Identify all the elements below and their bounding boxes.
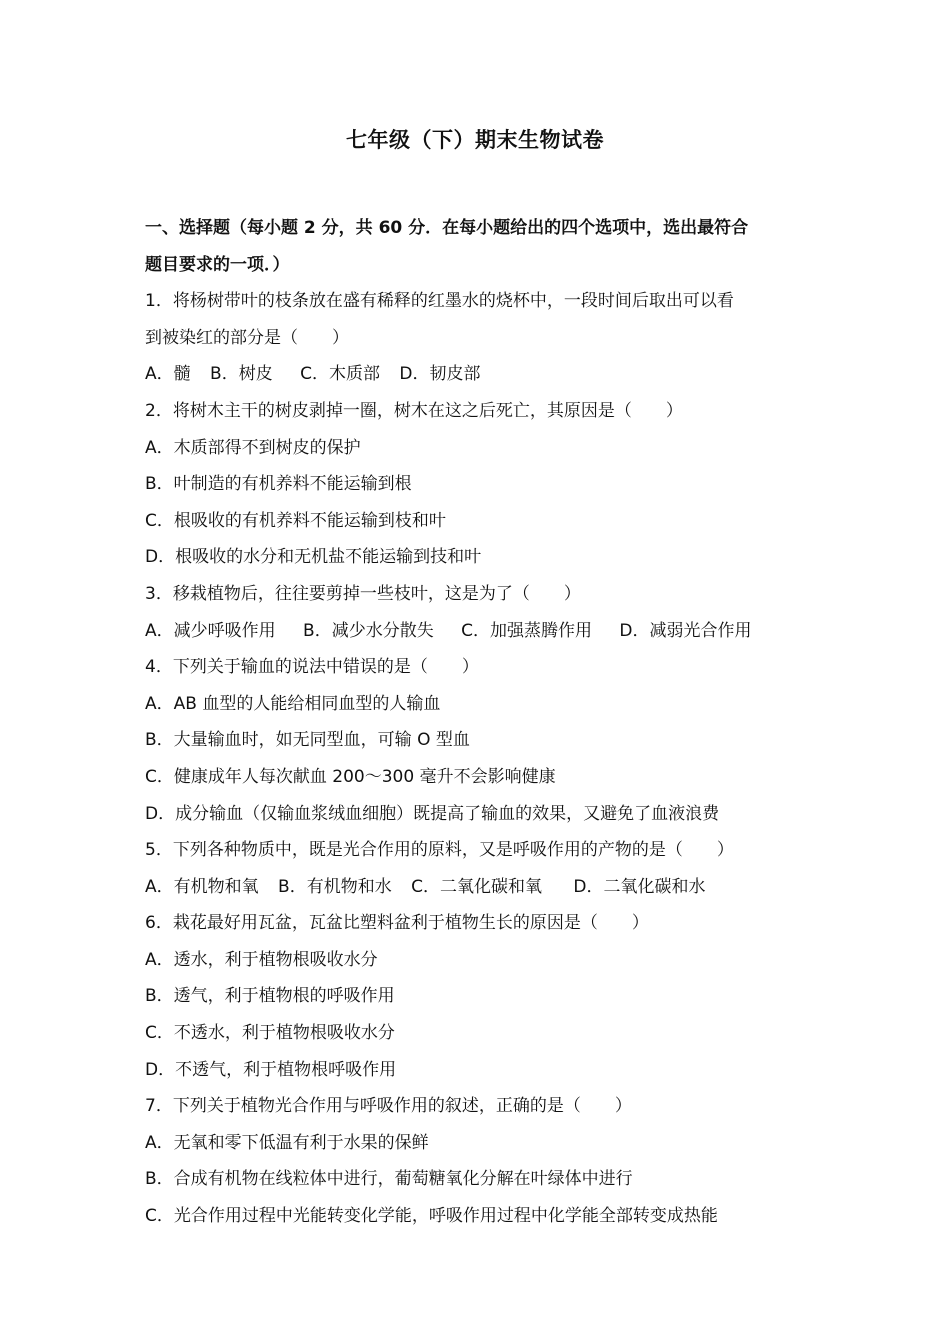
question-1-option-b: B．树皮 [210, 364, 273, 385]
question-1-stem-line-2: 到被染红的部分是（ ） [145, 327, 349, 348]
question-7-stem: 7．下列关于植物光合作用与呼吸作用的叙述，正确的是（ ） [145, 1096, 632, 1117]
question-6-option-d: D．不透气，利于植物根呼吸作用 [145, 1059, 397, 1080]
question-5-option-b: B．有机物和水 [278, 876, 392, 897]
question-3-option-a: A．减少呼吸作用 [145, 620, 276, 641]
question-3-option-d: D．减弱光合作用 [619, 620, 752, 641]
question-6-option-c: C．不透水，利于植物根吸收水分 [145, 1023, 395, 1044]
question-7-option-b: B．合成有机物在线粒体中进行，葡萄糖氧化分解在叶绿体中进行 [145, 1169, 633, 1190]
question-1-stem-line-1: 1．将杨树带叶的枝条放在盛有稀释的红墨水的烧杯中，一段时间后取出可以看 [145, 291, 734, 312]
question-2-option-c: C．根吸收的有机养料不能运输到枝和叶 [145, 510, 446, 531]
section-heading-line-1: 一、选择题（每小题 2 分，共 60 分．在每小题给出的四个选项中，选出最符合 [145, 218, 749, 238]
question-4-option-b: B．大量输血时，如无同型血，可输 O 型血 [145, 730, 470, 751]
question-5-options [145, 869, 815, 906]
question-5-option-d: D．二氧化碳和水 [573, 876, 706, 897]
question-3-option-c: C．加强蒸腾作用 [461, 620, 592, 641]
question-4-option-a: A．AB 血型的人能给相同血型的人输血 [145, 693, 441, 714]
question-3-stem: 3．移栽植物后，往往要剪掉一些枝叶，这是为了（ ） [145, 583, 581, 604]
question-2-option-a: A．木质部得不到树皮的保护 [145, 437, 361, 458]
question-1-option-a: A．髓 [145, 364, 191, 385]
question-4-option-c: C．健康成年人每次献血 200～300 毫升不会影响健康 [145, 766, 556, 787]
question-7-option-c: C．光合作用过程中光能转变化学能，呼吸作用过程中化学能全部转变成热能 [145, 1206, 718, 1227]
question-6-option-a: A．透水，利于植物根吸收水分 [145, 949, 378, 970]
question-6-option-b: B．透气，利于植物根的呼吸作用 [145, 986, 395, 1007]
page-title: 七年级（下）期末生物试卷 [346, 128, 604, 152]
question-1-option-c: C．木质部 [300, 364, 380, 385]
question-7-option-a: A．无氧和零下低温有利于水果的保鲜 [145, 1132, 429, 1153]
question-2-stem: 2．将树木主干的树皮剥掉一圈，树木在这之后死亡，其原因是（ ） [145, 400, 683, 421]
question-2-option-d: D．根吸收的水分和无机盐不能运输到技和叶 [145, 547, 482, 568]
question-1-option-d: D．韧皮部 [399, 364, 481, 385]
question-3-options [145, 613, 815, 650]
question-5-stem: 5．下列各种物质中，既是光合作用的原料，又是呼吸作用的产物的是（ ） [145, 840, 734, 861]
question-4-stem: 4．下列关于输血的说法中错误的是（ ） [145, 657, 479, 678]
question-2-option-b: B．叶制造的有机养料不能运输到根 [145, 474, 412, 495]
question-5-option-a: A．有机物和氧 [145, 876, 259, 897]
question-1-options [145, 356, 815, 393]
section-heading-line-2: 题目要求的一项．） [145, 254, 290, 275]
question-3-option-b: B．减少水分散失 [303, 620, 434, 641]
question-5-option-c: C．二氧化碳和氧 [411, 876, 542, 897]
exam-content [145, 210, 815, 1235]
question-6-stem: 6．栽花最好用瓦盆，瓦盆比塑料盆利于植物生长的原因是（ ） [145, 913, 649, 934]
question-4-option-d: D．成分输血（仅输血浆绒血细胞）既提高了输血的效果，又避免了血液浪费 [145, 803, 720, 824]
